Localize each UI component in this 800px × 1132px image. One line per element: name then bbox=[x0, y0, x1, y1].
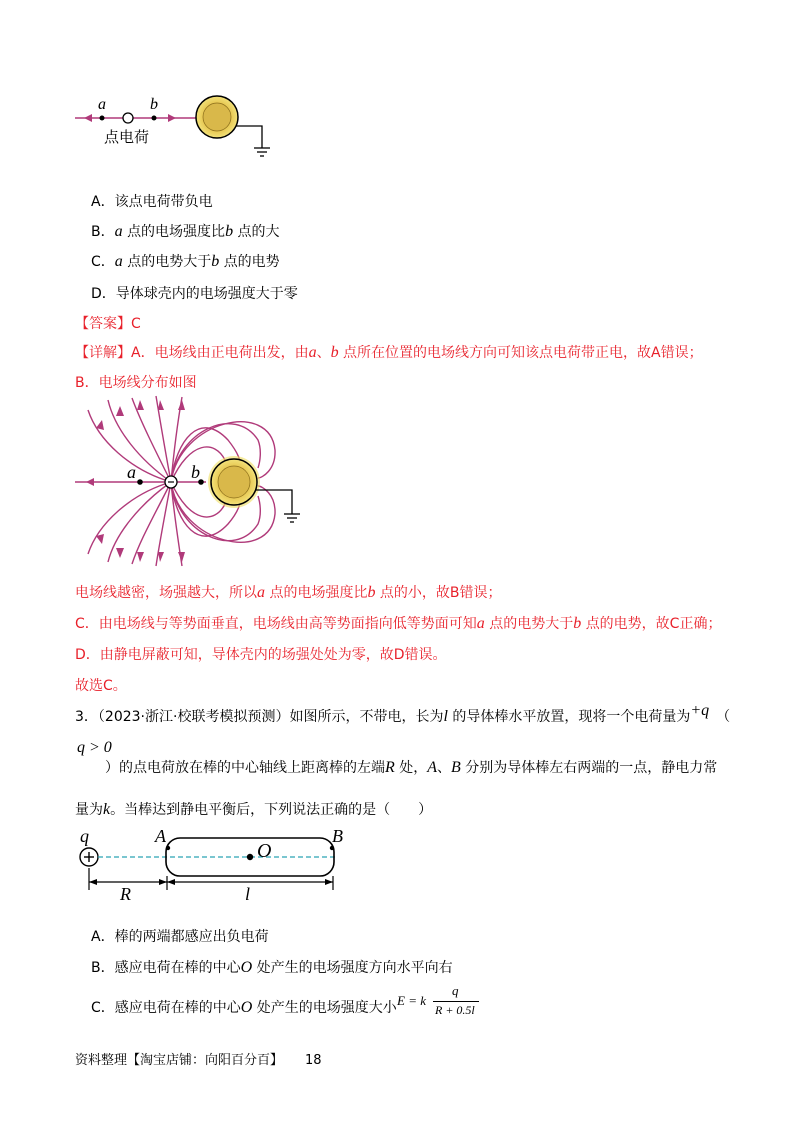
option-a: A．该点电荷带负电 bbox=[91, 194, 213, 210]
option-d: D．导体球壳内的电场强度大于零 bbox=[91, 286, 298, 302]
fig2-label-b: b bbox=[191, 462, 200, 482]
label-b: b bbox=[150, 96, 158, 113]
option-c: C．a 点的电势大于b 点的电势 bbox=[91, 253, 280, 270]
question3-line2: ）的点电荷放在棒的中心轴线上距离棒的左端R 处，A、B 分别为导体棒左右两端的一点，静电力常 bbox=[105, 759, 718, 776]
fig3-label-q: q bbox=[80, 826, 89, 846]
fig3-label-l: l bbox=[245, 884, 251, 904]
arrow bbox=[159, 879, 167, 885]
fig3-label-A: A bbox=[155, 826, 166, 846]
fig3-label-R: R bbox=[120, 884, 131, 904]
answer-line: 【答案】C bbox=[75, 316, 141, 332]
q3-option-b: B．感应电荷在棒的中心O 处产生的电场强度方向水平向右 bbox=[91, 959, 453, 976]
option-b: B．a 点的电场强度比b 点的大 bbox=[91, 223, 280, 240]
arrow bbox=[167, 879, 175, 885]
explanation-line-b: B．电场线分布如图 bbox=[75, 375, 197, 391]
page-number: 18 bbox=[305, 1053, 322, 1068]
fig3-label-B: B bbox=[332, 826, 343, 846]
footer-source: 资料整理【淘宝店铺：向阳百分百】 bbox=[75, 1053, 284, 1068]
label-a: a bbox=[98, 96, 106, 113]
arrow bbox=[89, 879, 97, 885]
q3-option-c: C．感应电荷在棒的中心O 处产生的电场强度大小 bbox=[91, 999, 397, 1016]
explanation-line-4: C．由电场线与等势面垂直，电场线由高等势面指向低等势面可知a 点的电势大于b 点的电势，故C正确； bbox=[75, 615, 722, 632]
question3-line1: 3．（2023·浙江·校联考模拟预测）如图所示，不带电，长为l 的导体棒水平放置，现将一个电荷量为+q （ bbox=[75, 702, 731, 725]
figure-caption: 点电荷 bbox=[104, 128, 150, 146]
explanation-line-3: 电场线越密，场强越大，所以a 点的电场强度比b 点的小，故B错误； bbox=[75, 584, 502, 601]
explanation-line-5: D．由静电屏蔽可知，导体壳内的场强处处为零，故D错误。 bbox=[75, 647, 447, 663]
fig2-label-a: a bbox=[127, 462, 136, 482]
arrow bbox=[325, 879, 333, 885]
fig3-label-O: O bbox=[257, 840, 272, 862]
question3-line3: 量为k。当棒达到静电平衡后，下列说法正确的是（ ） bbox=[75, 801, 433, 818]
condition-q-positive: q > 0 bbox=[77, 739, 112, 756]
conclusion: 故选C。 bbox=[75, 678, 127, 694]
point-A bbox=[166, 846, 170, 850]
q3-option-a: A．棒的两端都感应出负电荷 bbox=[91, 929, 269, 945]
center-O bbox=[247, 854, 253, 860]
formula: E = k q R + 0.5l bbox=[397, 985, 487, 1025]
explanation-line-a: 【详解】A．电场线由正电荷出发，由a、b 点所在位置的电场线方向可知该点电荷带正电，故A错误； bbox=[75, 344, 703, 361]
